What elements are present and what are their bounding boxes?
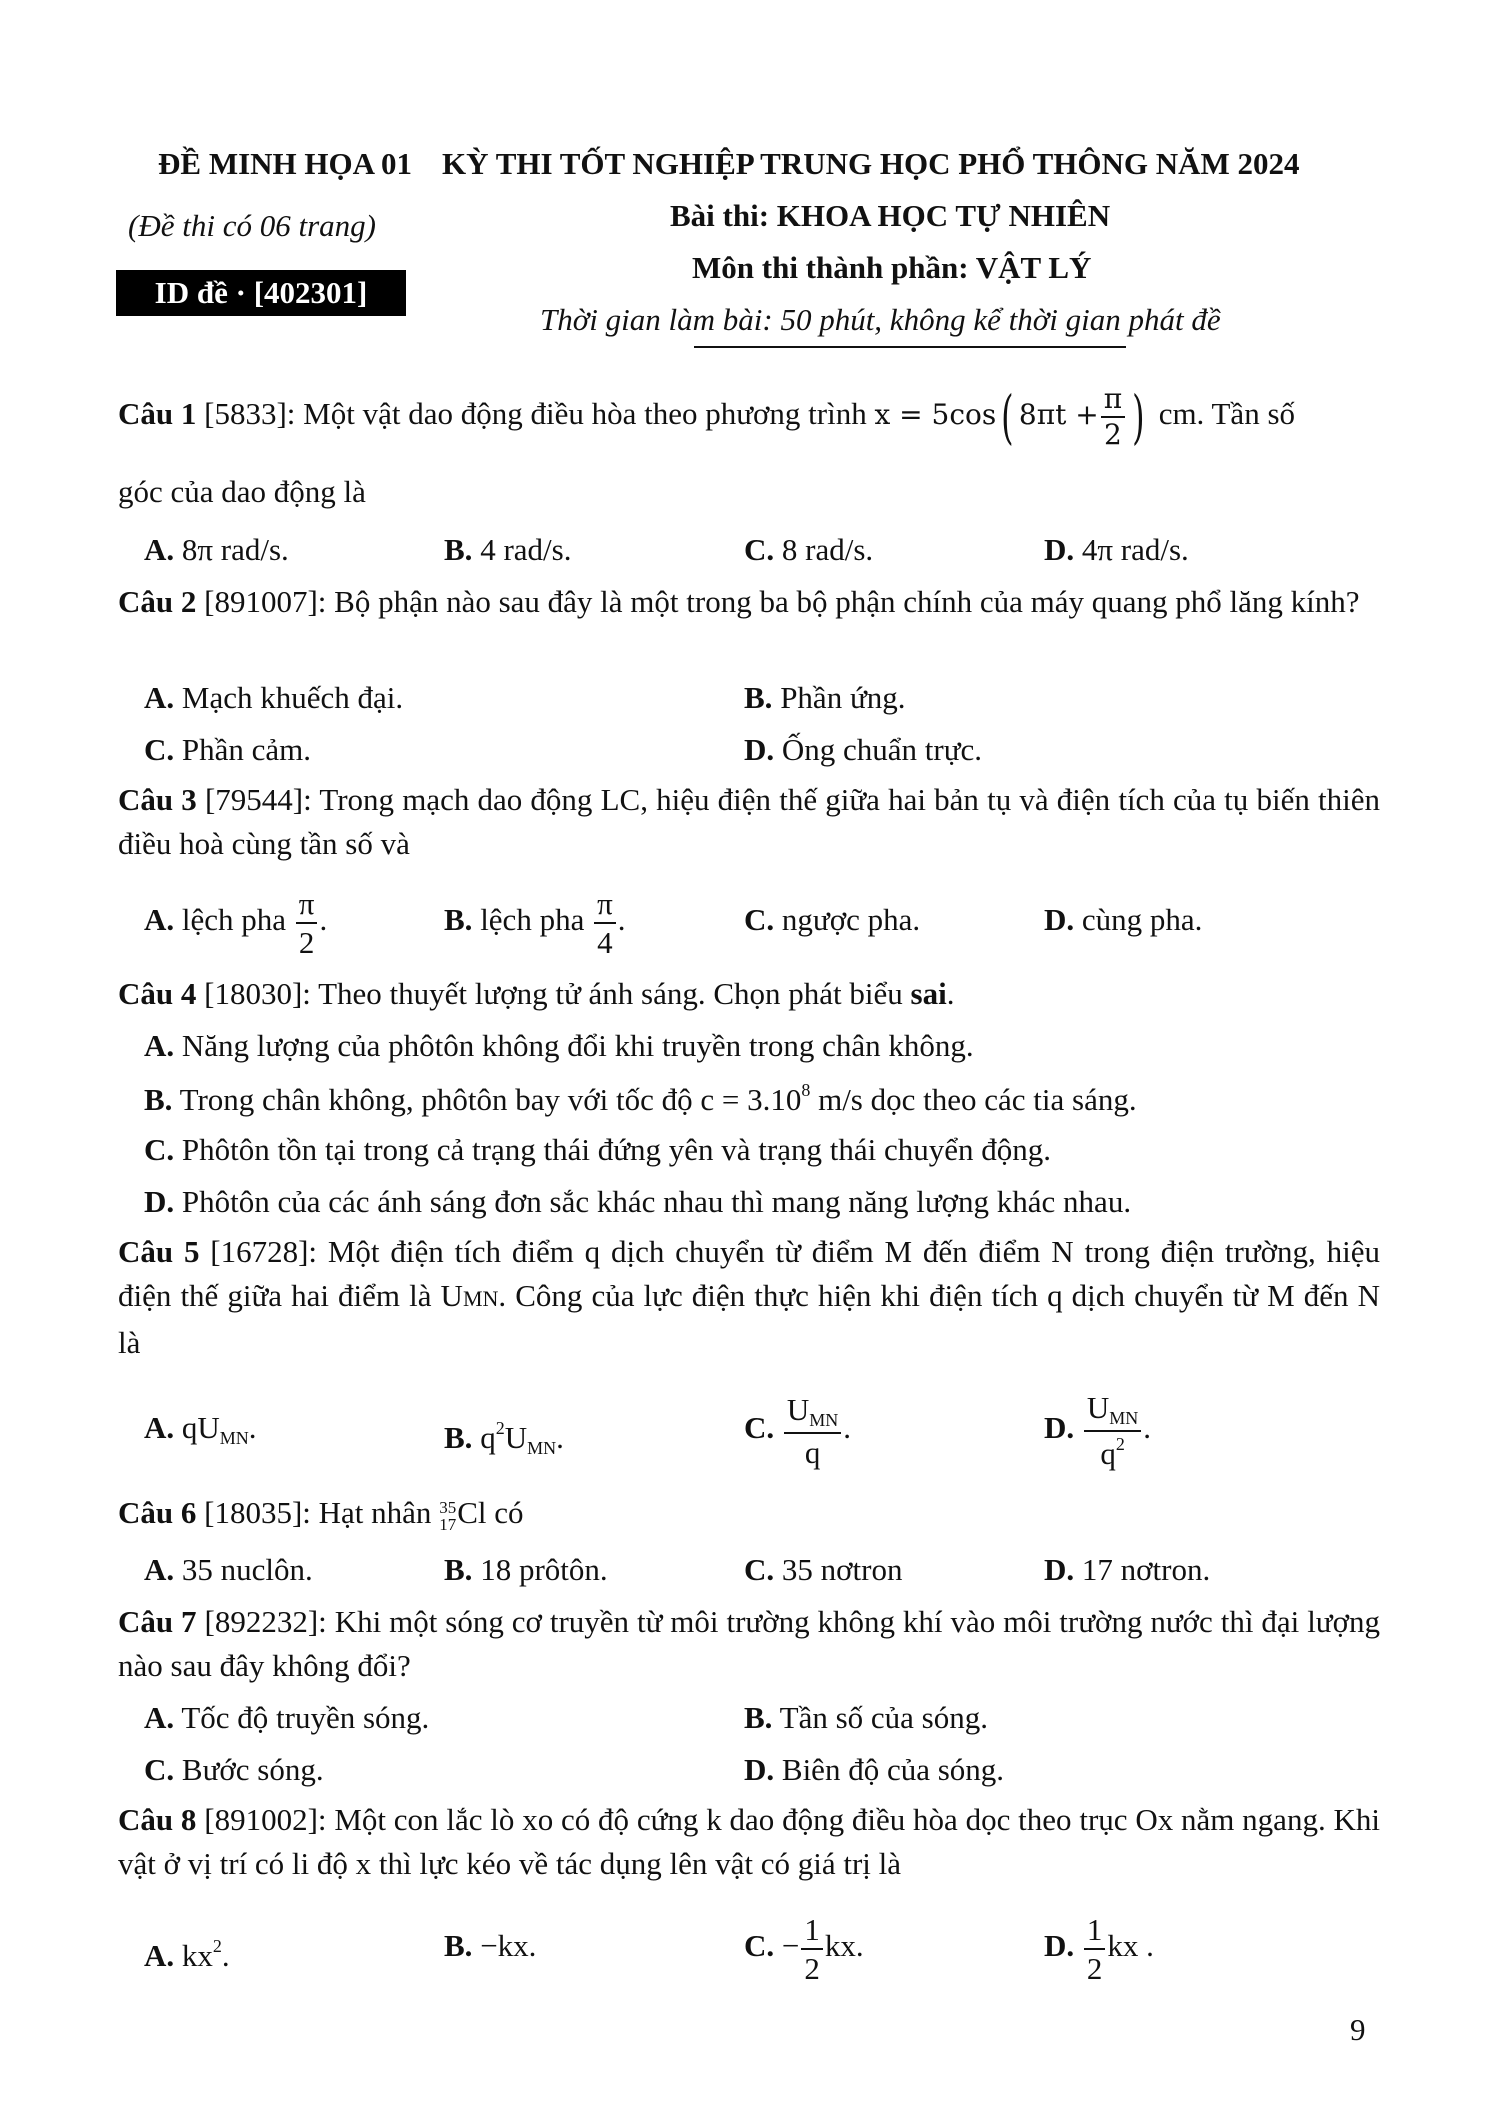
option-c[interactable]: C. ngược pha. <box>744 902 921 937</box>
question-text: Hạt nhân <box>310 1495 440 1530</box>
option-b[interactable]: B. Tần số của sóng. <box>744 1700 988 1735</box>
question-id: [891007]: <box>204 584 327 619</box>
question-3 <box>118 778 1380 866</box>
option-a[interactable]: A. 35 nuclôn. <box>144 1552 313 1587</box>
option-a[interactable]: A. 8π rad/s. <box>144 532 289 567</box>
question-1 <box>118 382 1295 449</box>
question-label: Câu 5 <box>118 1234 200 1269</box>
question-id: [5833]: <box>204 396 296 431</box>
question-id: [16728]: <box>210 1234 318 1269</box>
option-c[interactable]: C. Phôtôn tồn tại trong cả trạng thái đứng yên và trạng thái chuyển động. <box>144 1132 1051 1167</box>
question-text: Một con lắc lò xo có độ cứng k dao động điều hòa dọc theo trục Ox nằm ngang. Khi vật ở vị trí có li độ x thì lực kéo về tác dụng lên vật có giá trị là <box>118 1802 1380 1881</box>
question-text-line2: góc của dao động là <box>118 474 366 509</box>
page-number: 9 <box>1350 2012 1366 2047</box>
subject-line: Bài thi: KHOA HỌC TỰ NHIÊN <box>670 198 1111 233</box>
question-7 <box>118 1600 1380 1688</box>
option-d[interactable]: D. Ống chuẩn trực. <box>744 732 983 767</box>
question-text: Theo thuyết lượng tử ánh sáng. Chọn phát biểu <box>310 976 911 1011</box>
option-c[interactable]: C. $\frac{U_{MN}}{q}$ . <box>744 1391 852 1470</box>
question-8 <box>118 1798 1380 1886</box>
question-id: [891002]: <box>204 1802 327 1837</box>
id-badge <box>116 270 406 316</box>
option-a[interactable]: A. Năng lượng của phôtôn không đổi khi truyền trong chân không. <box>144 1028 974 1063</box>
option-a[interactable]: A. lệch pha $\frac{\pi}{2}$ . <box>144 885 328 960</box>
option-d[interactable]: D. Biên độ của sóng. <box>744 1752 1005 1787</box>
nuclide-numbers: 35 17 <box>439 1497 457 1534</box>
option-c[interactable]: C. Bước sóng. <box>144 1752 324 1787</box>
option-a[interactable]: A. $qU_{MN}$. <box>144 1410 257 1448</box>
question-text: Bộ phận nào sau đây là một trong ba bộ phận chính của máy quang phổ lăng kính? <box>326 584 1360 619</box>
question-label: Câu 7 <box>118 1604 197 1639</box>
question-label: Câu 4 <box>118 976 197 1011</box>
option-b[interactable]: B. Trong chân không, phôtôn bay với tốc độ $c = 3.10^8$ m/s dọc theo các tia sáng. <box>144 1080 1137 1117</box>
question-6: Câu 6 [18035]: Hạt nhân 35 17 Cl có <box>118 1495 524 1534</box>
component-line: Môn thi thành phần: VẬT LÝ <box>692 250 1092 285</box>
question-label: Câu 3 <box>118 782 197 817</box>
option-b[interactable]: B. $q^2U_{MN}$. <box>444 1418 564 1458</box>
question-text: Khi một sóng cơ truyền từ môi trường không khí vào môi trường nước thì đại lượng nào sau đây không đổi? <box>118 1604 1381 1683</box>
fraction: $\frac{\pi}{2}$ <box>1101 385 1125 449</box>
option-d[interactable]: D. 4π rad/s. <box>1044 532 1189 567</box>
question-text-end: cm. Tần số <box>1158 396 1296 431</box>
nuclide-symbol: Cl <box>457 1495 487 1530</box>
equation: x = 5cos( 8πt + $\frac{\pi}{2}$ ) <box>874 381 1145 451</box>
option-b[interactable]: B. 4 rad/s. <box>444 532 572 567</box>
option-c[interactable]: C. Phần cảm. <box>144 732 312 767</box>
option-c[interactable]: C. − $\frac{1}{2}$ kx. <box>744 1911 864 1986</box>
exam-title: KỲ THI TỐT NGHIỆP TRUNG HỌC PHỔ THÔNG NĂM 2024 <box>442 146 1300 181</box>
option-c[interactable]: C. 8 rad/s. <box>744 532 874 567</box>
option-a[interactable]: A. Tốc độ truyền sóng. <box>144 1700 430 1735</box>
exam-code: ĐỀ MINH HỌA 01 <box>158 146 413 181</box>
question-label: Câu 6 <box>118 1495 197 1530</box>
question-text: Một điện tích điểm q dịch chuyển từ điểm M đến điểm N trong điện trường, hiệu điện thế giữa hai điểm là U <box>118 1234 1380 1313</box>
question-id: [892232]: <box>204 1604 327 1639</box>
question-id: [18030]: <box>204 976 311 1011</box>
page-count-note: (Đề thi có 06 trang) <box>128 208 376 243</box>
option-b[interactable]: B. Phần ứng. <box>744 680 906 715</box>
question-label: Câu 1 <box>118 396 197 431</box>
question-label: Câu 8 <box>118 1802 197 1837</box>
time-line: Thời gian làm bài: 50 phút, không kể thời gian phát đề <box>540 302 1221 337</box>
option-d[interactable]: D. cùng pha. <box>1044 902 1203 937</box>
question-label: Câu 2 <box>118 584 197 619</box>
question-4: Câu 4 [18030]: Theo thuyết lượng tử ánh sáng. Chọn phát biểu sai. <box>118 976 955 1011</box>
question-id: [18035]: <box>204 1495 311 1530</box>
option-b[interactable]: B. 18 prôtôn. <box>444 1552 608 1587</box>
question-text-emphasis: sai <box>910 976 947 1011</box>
option-d[interactable]: D. $\frac{U_{MN}}{q^2}$ . <box>1044 1390 1152 1472</box>
id-badge-label: ID đề · [402301] <box>154 275 368 310</box>
header-divider <box>694 346 1126 348</box>
option-d[interactable]: D. 17 nơtron. <box>1044 1552 1211 1587</box>
question-2 <box>118 580 1380 624</box>
question-text: Một vật dao động điều hòa theo phương trình <box>295 396 875 431</box>
option-c[interactable]: C. 35 nơtron <box>744 1552 903 1587</box>
option-a[interactable]: A. Mạch khuếch đại. <box>144 680 404 715</box>
question-text: Trong mạch dao động LC, hiệu điện thế giữa hai bản tụ và điện tích của tụ biến thiên điều hoà cùng tần số và <box>118 782 1380 861</box>
option-b[interactable]: B. −kx. <box>444 1928 537 1963</box>
option-a[interactable]: A. $kx^2$. <box>144 1936 230 1973</box>
question-id: [79544]: <box>204 782 312 817</box>
option-d[interactable]: D. Phôtôn của các ánh sáng đơn sắc khác nhau thì mang năng lượng khác nhau. <box>144 1184 1132 1219</box>
option-d[interactable]: D. $\frac{1}{2}$ kx . <box>1044 1911 1154 1986</box>
option-b[interactable]: B. lệch pha $\frac{\pi}{4}$ . <box>444 885 626 960</box>
question-5: Câu 5 [16728]: Một điện tích điểm q dịch chuyển từ điểm M đến điểm N trong điện trường, hiệu điện thế giữa hai điểm là UMN. Công của lực điện thực hiện khi điện tích q dịch chuyển từ M đến N là <box>118 1234 1380 1360</box>
